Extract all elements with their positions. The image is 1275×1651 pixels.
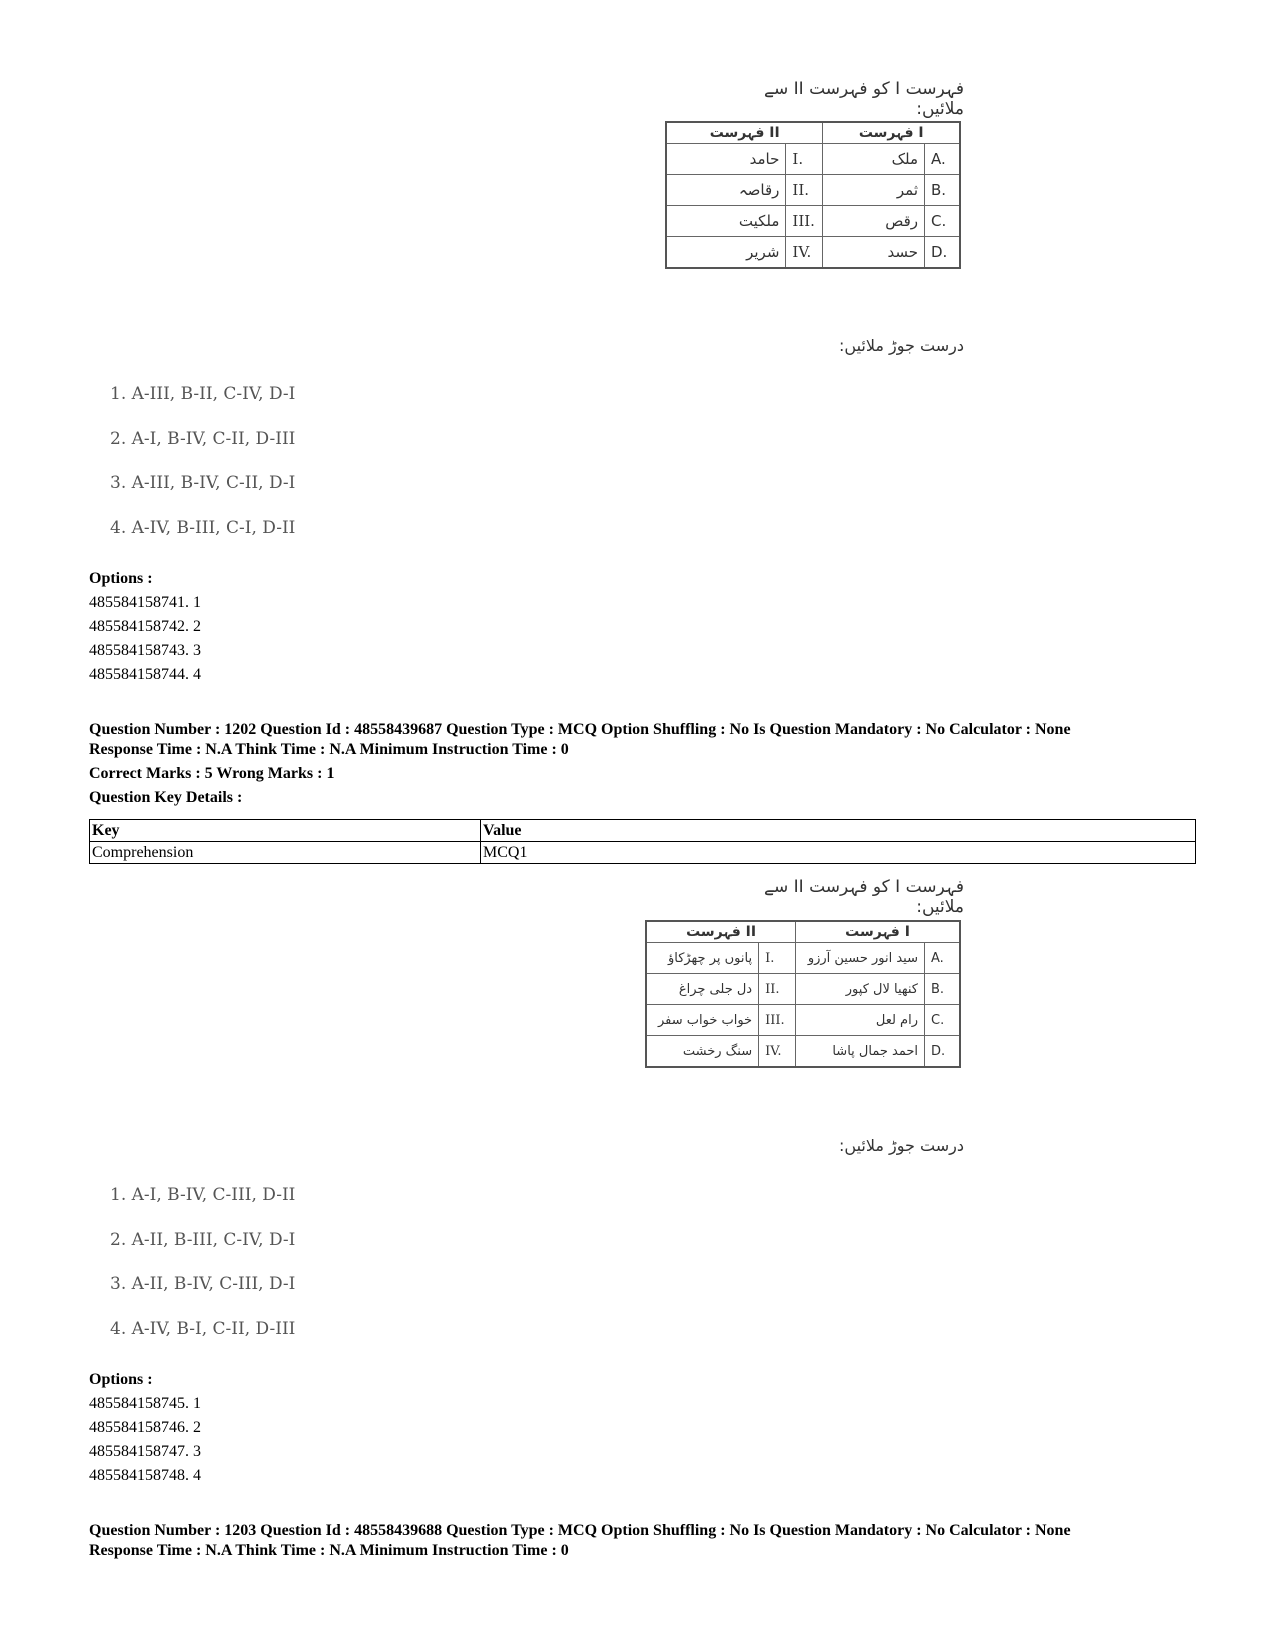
option-item: 485584158742. 2	[89, 618, 201, 635]
list-ii-item: پانوں پر چھڑکاؤ	[646, 943, 759, 974]
match-row	[666, 175, 960, 206]
match-table	[665, 121, 961, 269]
option-item: 485584158744. 4	[89, 666, 201, 683]
answer-choice: 4. A-IV, B-III, C-I, D-II	[110, 518, 296, 538]
key-cell: Comprehension	[90, 842, 481, 864]
list-ii-item: خواب خواب سفر	[646, 1005, 759, 1036]
list-ii-number: III.	[759, 1005, 796, 1036]
list-ii-number: II.	[786, 175, 823, 206]
list-ii-item: حامد	[666, 144, 786, 175]
list-ii-item: شریر	[666, 237, 786, 269]
match-row	[646, 1005, 960, 1036]
list-i-label: A.	[925, 943, 961, 974]
key-details-heading: Question Key Details :	[89, 789, 243, 806]
value-cell: MCQ1	[481, 842, 1196, 864]
list-i-label: C.	[925, 1005, 961, 1036]
answer-choice: 1. A-III, B-II, C-IV, D-I	[110, 384, 296, 404]
match-table-header	[646, 921, 960, 943]
list-ii-item: دل جلی چراغ	[646, 974, 759, 1005]
list-i-label: A.	[925, 144, 961, 175]
list-ii-number: I.	[759, 943, 796, 974]
question-meta-line: Response Time : N.A Think Time : N.A Minimum Instruction Time : 0	[89, 741, 569, 758]
marks-line: Correct Marks : 5 Wrong Marks : 1	[89, 765, 335, 782]
list-ii-number: I.	[786, 144, 823, 175]
list-i-item: سید انور حسین آرزو	[796, 943, 925, 974]
instruction-urdu: درست جوڑ ملائیں:	[839, 336, 964, 355]
match-row	[646, 974, 960, 1005]
list-i-label: C.	[925, 206, 961, 237]
list-ii-header: فہرست II	[666, 122, 823, 144]
list-i-label: B.	[925, 175, 961, 206]
list-i-label: D.	[925, 237, 961, 269]
answer-choice: 2. A-II, B-III, C-IV, D-I	[110, 1230, 296, 1250]
list-ii-item: سنگ رخشت	[646, 1036, 759, 1068]
list-ii-number: IV.	[786, 237, 823, 269]
list-i-item: کنھیا لال کپور	[796, 974, 925, 1005]
answer-choice: 1. A-I, B-IV, C-III, D-II	[110, 1185, 296, 1205]
option-item: 485584158745. 1	[89, 1395, 201, 1412]
key-value-table	[89, 819, 1196, 864]
list-i-item: رقص	[823, 206, 925, 237]
question-meta-line: Response Time : N.A Think Time : N.A Minimum Instruction Time : 0	[89, 1542, 569, 1559]
option-item: 485584158746. 2	[89, 1419, 201, 1436]
list-ii-number: IV.	[759, 1036, 796, 1068]
list-i-label: D.	[925, 1036, 961, 1068]
list-i-item: حسد	[823, 237, 925, 269]
match-table	[645, 920, 961, 1068]
options-heading: Options :	[89, 570, 153, 587]
question-title-urdu: فہرست I کو فہرست II سے ملائیں:	[764, 79, 964, 119]
answer-choice: 2. A-I, B-IV, C-II, D-III	[110, 429, 296, 449]
table-header-row	[90, 820, 1196, 842]
answer-choice: 3. A-II, B-IV, C-III, D-I	[110, 1274, 296, 1294]
match-row	[666, 206, 960, 237]
option-item: 485584158748. 4	[89, 1467, 201, 1484]
options-heading: Options :	[89, 1371, 153, 1388]
question-meta-line: Question Number : 1203 Question Id : 48558439688 Question Type : MCQ Option Shuffling : No Is Question Mandatory : No Calculator : None	[89, 1522, 1071, 1539]
list-ii-item: رقاصہ	[666, 175, 786, 206]
key-header: Key	[90, 820, 481, 842]
option-item: 485584158741. 1	[89, 594, 201, 611]
match-table-header	[666, 122, 960, 144]
list-ii-number: III.	[786, 206, 823, 237]
value-header: Value	[481, 820, 1196, 842]
match-row	[646, 1036, 960, 1068]
list-ii-header: فہرست II	[646, 921, 796, 943]
list-ii-item: ملکیت	[666, 206, 786, 237]
answer-choice: 3. A-III, B-IV, C-II, D-I	[110, 473, 296, 493]
table-row	[90, 842, 1196, 864]
question-title-urdu: فہرست I کو فہرست II سے ملائیں:	[764, 877, 964, 917]
instruction-urdu: درست جوڑ ملائیں:	[839, 1136, 964, 1155]
match-row	[666, 144, 960, 175]
list-ii-number: II.	[759, 974, 796, 1005]
list-i-item: ملک	[823, 144, 925, 175]
list-i-header: فہرست I	[796, 921, 960, 943]
list-i-item: ثمر	[823, 175, 925, 206]
list-i-header: فہرست I	[823, 122, 960, 144]
list-i-item: احمد جمال پاشا	[796, 1036, 925, 1068]
answer-choice: 4. A-IV, B-I, C-II, D-III	[110, 1319, 296, 1339]
question-meta-line: Question Number : 1202 Question Id : 48558439687 Question Type : MCQ Option Shuffling : No Is Question Mandatory : No Calculator : None	[89, 721, 1071, 738]
option-item: 485584158743. 3	[89, 642, 201, 659]
list-i-item: رام لعل	[796, 1005, 925, 1036]
list-i-label: B.	[925, 974, 961, 1005]
match-row	[646, 943, 960, 974]
match-row	[666, 237, 960, 269]
option-item: 485584158747. 3	[89, 1443, 201, 1460]
